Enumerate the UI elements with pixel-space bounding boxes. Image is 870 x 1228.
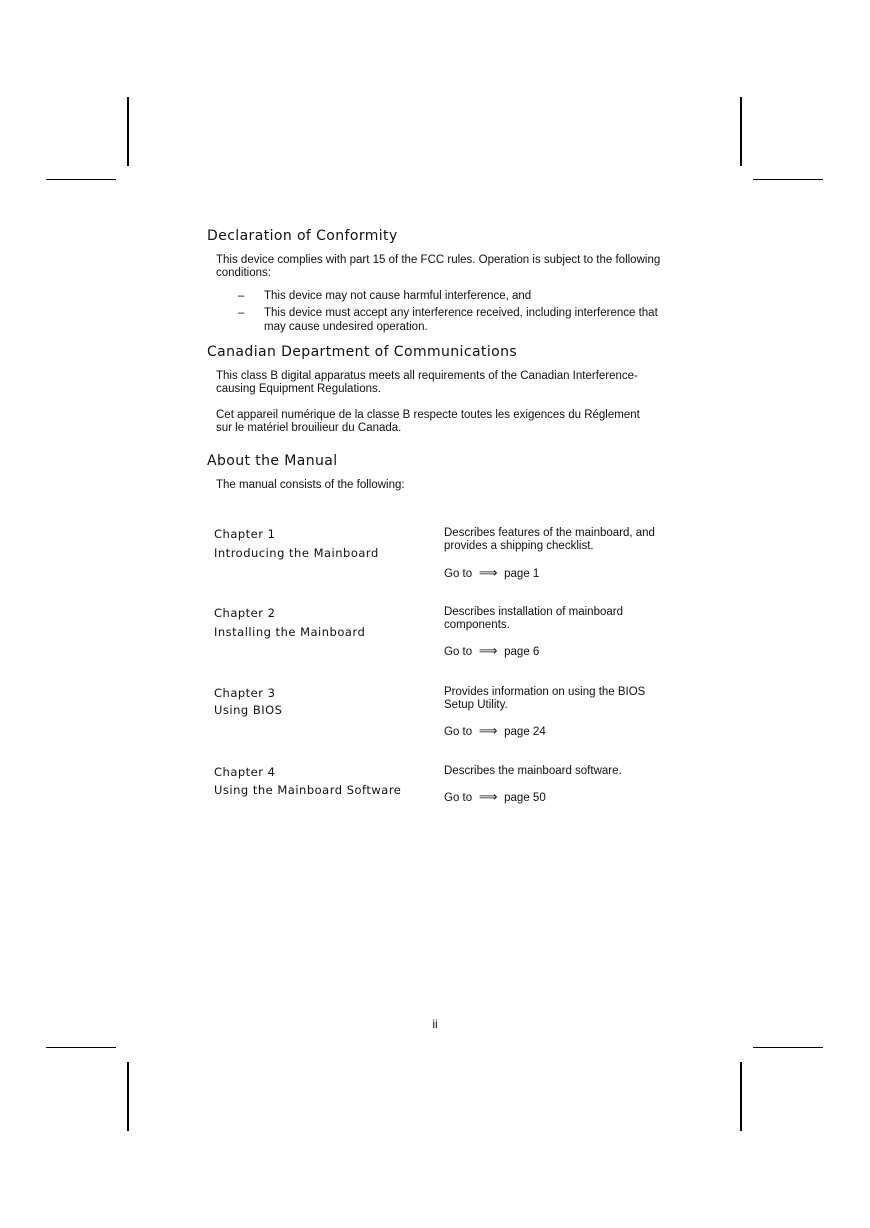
arrow-right-icon: ⟹ bbox=[478, 789, 498, 804]
chapter-1-number: Chapter 1 bbox=[214, 527, 276, 541]
chapter-1-page-link[interactable]: page 1 bbox=[504, 568, 540, 580]
goto-label: Go to bbox=[444, 568, 473, 580]
chapter-4-description: Describes the mainboard software. bbox=[444, 765, 622, 777]
chapter-4-page-link[interactable]: page 50 bbox=[504, 792, 546, 804]
bullet-text: This device may not cause harmful interference, and bbox=[264, 290, 532, 302]
conformity-intro: This device complies with part 15 of the FCC rules. Operation is subject to the following conditions: bbox=[216, 254, 661, 279]
conformity-heading: Declaration of Conformity bbox=[207, 228, 398, 244]
goto-label: Go to bbox=[444, 726, 473, 738]
manual-intro: The manual consists of the following: bbox=[216, 479, 405, 491]
chapter-3-title: Using BIOS bbox=[214, 703, 283, 717]
crop-mark-top-right-vertical bbox=[740, 97, 742, 166]
crop-mark-top-left-vertical bbox=[127, 97, 129, 166]
crop-mark-bottom-left-vertical bbox=[127, 1062, 129, 1131]
crop-mark-bottom-right-horizontal bbox=[753, 1047, 823, 1048]
arrow-right-icon: ⟹ bbox=[478, 565, 498, 580]
crop-mark-bottom-left-horizontal bbox=[46, 1047, 116, 1048]
chapter-4-title: Using the Mainboard Software bbox=[214, 783, 402, 797]
arrow-right-icon: ⟹ bbox=[478, 723, 498, 738]
crop-mark-top-right-horizontal bbox=[753, 179, 823, 180]
page-number: ii bbox=[432, 1017, 438, 1031]
chapter-2-number: Chapter 2 bbox=[214, 606, 276, 620]
goto-label: Go to bbox=[444, 792, 473, 804]
chapter-1-description: Describes features of the mainboard, and provides a shipping checklist. bbox=[444, 527, 655, 552]
chapter-2-goto bbox=[444, 644, 539, 659]
arrow-right-icon: ⟹ bbox=[478, 643, 498, 658]
bullet-dash: – bbox=[238, 290, 245, 302]
chapter-2-page-link[interactable]: page 6 bbox=[504, 646, 540, 658]
chapter-2-title: Installing the Mainboard bbox=[214, 625, 366, 639]
canadian-paragraph-english: This class B digital apparatus meets all requirements of the Canadian Interference-causing Equipment Regulations. bbox=[216, 370, 638, 395]
goto-label: Go to bbox=[444, 646, 473, 658]
chapter-3-number: Chapter 3 bbox=[214, 686, 276, 700]
manual-heading: About the Manual bbox=[207, 453, 338, 469]
crop-mark-top-left-horizontal bbox=[46, 179, 116, 180]
chapter-3-page-link[interactable]: page 24 bbox=[504, 726, 546, 738]
chapter-3-goto bbox=[444, 724, 546, 739]
chapter-2-description: Describes installation of mainboard components. bbox=[444, 606, 623, 631]
bullet-text: This device must accept any interference received, including interference that may cause undesired operation. bbox=[264, 307, 658, 333]
chapter-4-number: Chapter 4 bbox=[214, 765, 276, 779]
chapter-1-goto bbox=[444, 566, 539, 581]
chapter-1-title: Introducing the Mainboard bbox=[214, 546, 379, 560]
chapter-4-goto bbox=[444, 790, 546, 805]
crop-mark-bottom-right-vertical bbox=[740, 1062, 742, 1131]
bullet-dash: – bbox=[238, 307, 245, 319]
canadian-heading: Canadian Department of Communications bbox=[207, 344, 518, 360]
canadian-paragraph-french: Cet appareil numérique de la classe B respecte toutes les exigences du Réglement sur le matériel brouilieur du Canada. bbox=[216, 409, 640, 434]
chapter-3-description: Provides information on using the BIOS Setup Utility. bbox=[444, 686, 646, 711]
